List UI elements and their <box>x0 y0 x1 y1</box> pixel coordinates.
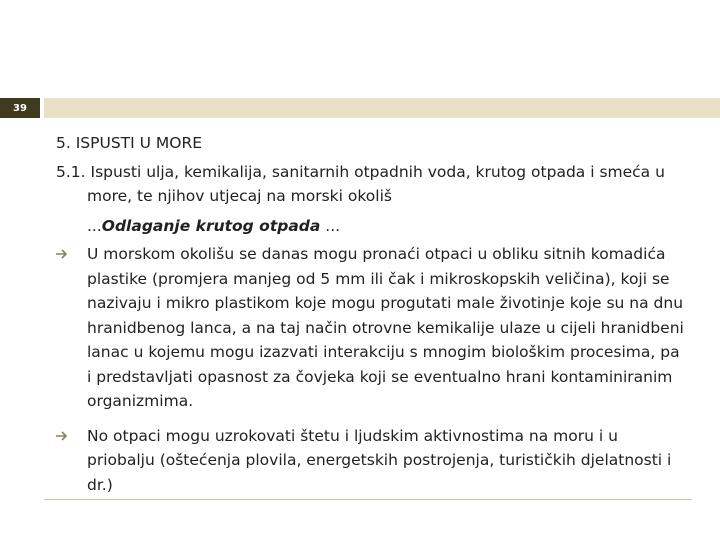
right-arrow-icon <box>56 242 70 267</box>
section-title: Odlaganje krutog otpada <box>101 216 321 235</box>
slide-heading: 5. ISPUSTI U MORE <box>56 134 203 152</box>
list-item <box>56 242 686 414</box>
slide-number: 39 <box>0 98 40 118</box>
right-arrow-icon <box>56 424 70 449</box>
bullet-text: U morskom okolišu se danas mogu pronaći otpaci u obliku sitnih komadića plastike (promjera manjeg od 5 mm ili čak i mikroskopskih veličina), koji se nazivaju i mikro plastikom koje mogu progutati male životinje koje su na dnu hranidbenog lanca, a na taj način otrovne kemikalije ulaze u cijeli hranidbeni lanac u kojemu mogu izazvati interakciju s mnogim biološkim procesima, pa i predstavljati opasnost za čovjeka koji se eventualno hrani kontaminiranim organizmima. <box>87 245 684 410</box>
section-prefix: ... <box>87 216 102 235</box>
footer-divider <box>44 499 692 500</box>
bullet-text: No otpaci mogu uzrokovati štetu i ljudskim aktivnostima na moru i u priobalju (oštećenja plovila, energetskih postrojenja, turističkih djelatnosti i dr.) <box>87 426 672 494</box>
header-bar <box>44 98 720 118</box>
section-title-line <box>56 214 686 239</box>
slide-content <box>56 131 686 507</box>
slide-subheading: 5.1. Ispusti ulja, kemikalija, sanitarnih otpadnih voda, krutog otpada i smeća u more, te njihov utjecaj na morski okoliš <box>56 162 665 205</box>
list-item <box>56 424 686 498</box>
section-suffix: ... <box>320 216 341 235</box>
